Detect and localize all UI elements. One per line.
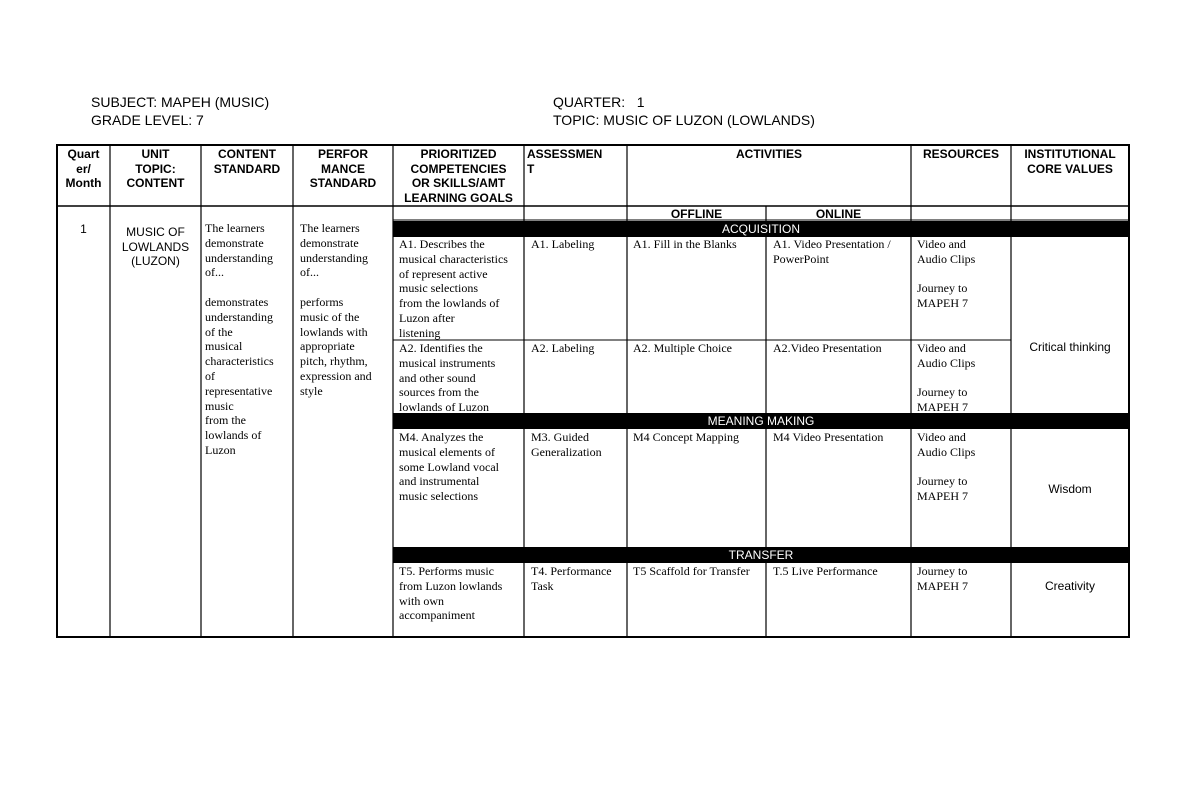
topic-label: TOPIC: MUSIC OF LUZON (LOWLANDS)	[553, 112, 815, 128]
assessment-m3: M3. Guided Generalization	[531, 430, 602, 459]
resources-m4: Video and Audio Clips Journey to MAPEH 7	[917, 430, 976, 504]
col-header-content-standard: CONTENT STANDARD	[213, 147, 281, 176]
col-header-online: ONLINE	[815, 207, 862, 221]
col-header-activities: ACTIVITIES	[735, 147, 802, 161]
resources-t5: Journey to MAPEH 7	[917, 564, 969, 593]
quarter-value: 1	[80, 222, 87, 236]
competency-a1: A1. Describes the musical characteristics of represent active music selections from the lowlands of Luzon after listening	[399, 237, 508, 340]
resources-a2: Video and Audio Clips Journey to MAPEH 7	[917, 341, 976, 415]
online-activity-t5: T.5 Live Performance	[773, 564, 878, 578]
competency-m4: M4. Analyzes the musical elements of some Lowland vocal and instrumental music selections	[399, 430, 499, 504]
assessment-t4: T4. Performance Task	[531, 564, 612, 593]
quarter-label: QUARTER: 1	[553, 94, 645, 110]
assessment-a2: A2. Labeling	[531, 341, 595, 355]
offline-activity-t5: T5 Scaffold for Transfer	[633, 564, 750, 578]
core-value-meaning-making: Wisdom	[1048, 482, 1092, 496]
performance-standard-text: The learners demonstrate understanding of... performs music of the lowlands with appropriate pitch, rhythm, expression and style	[300, 221, 372, 398]
online-activity-a1: A1. Video Presentation / PowerPoint	[773, 237, 891, 266]
content-standard-text: The learners demonstrate understanding of... demonstrates understanding of the musical characteristics of representative music from the lowlands of Luzon	[205, 221, 274, 457]
section-band-transfer: TRANSFER	[393, 547, 1129, 563]
col-header-assessment: ASSESSMEN T	[527, 147, 603, 176]
subject-label: SUBJECT: MAPEH (MUSIC)	[91, 94, 270, 110]
offline-activity-m4: M4 Concept Mapping	[633, 430, 739, 444]
online-activity-m4: M4 Video Presentation	[773, 430, 884, 444]
col-header-core-values: INSTITUTIONAL CORE VALUES	[1024, 147, 1116, 176]
online-activity-a2: A2.Video Presentation	[773, 341, 882, 355]
offline-activity-a1: A1. Fill in the Blanks	[633, 237, 737, 251]
unit-topic-value: MUSIC OF LOWLANDS (LUZON)	[121, 225, 190, 268]
section-band-meaning-making: MEANING MAKING	[393, 413, 1129, 429]
competency-a2: A2. Identifies the musical instruments and other sound sources from the lowlands of Luzon	[399, 341, 496, 415]
col-header-competencies: PRIORITIZED COMPETENCIES OR SKILLS/AMT LEARNING GOALS	[404, 147, 513, 205]
offline-activity-a2: A2. Multiple Choice	[633, 341, 732, 355]
section-band-acquisition: ACQUISITION	[393, 221, 1129, 237]
assessment-a1: A1. Labeling	[531, 237, 595, 251]
col-header-unit-topic: UNIT TOPIC: CONTENT	[126, 147, 185, 190]
col-header-offline: OFFLINE	[670, 207, 723, 221]
grade-level-label: GRADE LEVEL: 7	[91, 112, 204, 128]
resources-a1: Video and Audio Clips Journey to MAPEH 7	[917, 237, 976, 311]
core-value-acquisition: Critical thinking	[1029, 340, 1111, 354]
core-value-transfer: Creativity	[1044, 579, 1095, 593]
col-header-resources: RESOURCES	[922, 147, 999, 161]
col-header-quarter: Quart er/ Month	[65, 147, 102, 190]
col-header-performance-standard: PERFOR MANCE STANDARD	[309, 147, 377, 190]
competency-t5: T5. Performs music from Luzon lowlands with own accompaniment	[399, 564, 503, 623]
